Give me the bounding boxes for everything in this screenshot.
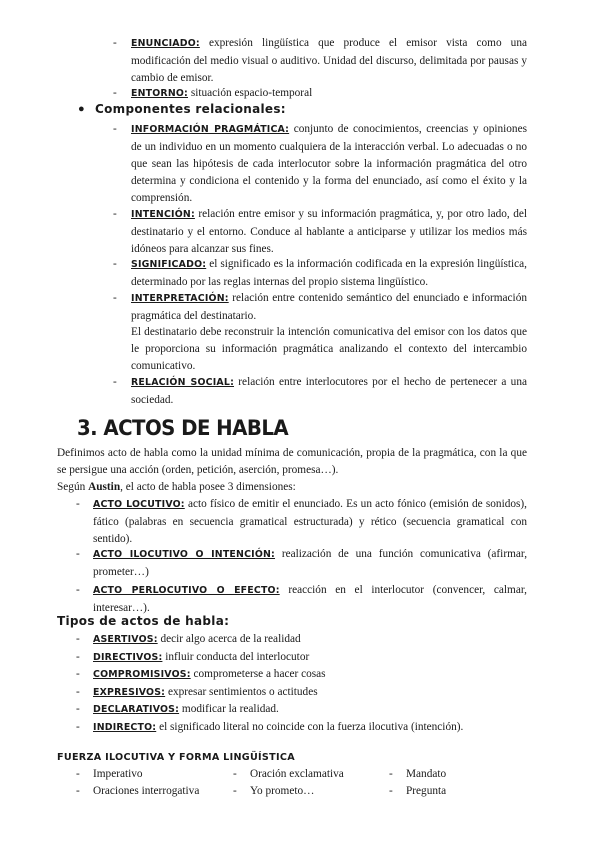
tipo-directivos bbox=[93, 649, 309, 667]
dash-marker: - bbox=[76, 768, 80, 780]
term-label: ACTO PERLOCUTIVO O EFECTO: bbox=[93, 585, 280, 596]
term-definition: situación espacio-temporal bbox=[190, 87, 313, 99]
austin-post: , el acto de habla posee 3 dimensiones: bbox=[120, 481, 296, 493]
term-definition: relación entre contenido semántico del enunciado e información pragmática del destinatario. bbox=[131, 292, 527, 322]
term-label: ENTORNO: bbox=[131, 88, 188, 99]
enunciado-entry bbox=[131, 35, 527, 87]
section-title: 3. ACTOS DE HABLA bbox=[77, 416, 289, 440]
term-label: ENUNCIADO: bbox=[131, 38, 200, 49]
term-label: SIGNIFICADO: bbox=[131, 259, 207, 270]
dash-marker: - bbox=[76, 785, 80, 797]
term-label: ACTO ILOCUTIVO O INTENCIÓN: bbox=[93, 549, 276, 560]
informacion-pragmatica-entry bbox=[131, 121, 527, 207]
term-definition: expresión lingüística que produce el emisor vista como una modificación del medio visual o auditivo. Unidad del discurso, delimitada por pausas y cambio de emisor. bbox=[131, 37, 527, 84]
dash-marker: - bbox=[113, 292, 117, 304]
term-definition: reacción en el interlocutor (convencer, calmar, interesar…). bbox=[93, 584, 527, 614]
tipo-declarativos bbox=[93, 701, 279, 719]
term-label: ASERTIVOS: bbox=[93, 634, 158, 645]
fuerza-item: Yo prometo… bbox=[250, 785, 315, 797]
tipo-indirecto bbox=[93, 719, 463, 737]
dash-marker: - bbox=[76, 584, 80, 596]
tipo-expresivos bbox=[93, 684, 318, 702]
section-intro: Definimos acto de habla como la unidad mínima de comunicación, propia de la pragmática, con la que se persigue una acción (orden, petición, aserción, promesa…). bbox=[57, 447, 527, 476]
dash-marker: - bbox=[113, 123, 117, 135]
austin-line bbox=[57, 479, 296, 496]
term-definition: influir conducta del interlocutor bbox=[165, 651, 310, 663]
dash-marker: - bbox=[76, 703, 80, 715]
tipos-heading: Tipos de actos de habla: bbox=[57, 614, 230, 628]
dash-marker: - bbox=[76, 651, 80, 663]
relacion-social-entry bbox=[131, 374, 527, 409]
dash-marker: - bbox=[113, 376, 117, 388]
interpretacion-entry bbox=[131, 290, 527, 325]
dash-marker: - bbox=[233, 785, 237, 797]
dash-marker: - bbox=[76, 721, 80, 733]
fuerza-heading: FUERZA ILOCUTIVA Y FORMA LINGÜÍSTICA bbox=[57, 752, 295, 763]
acto-perlocutivo-entry bbox=[93, 582, 527, 617]
term-definition: decir algo acerca de la realidad bbox=[160, 633, 301, 645]
term-definition: el significado literal no coincide con la fuerza ilocutiva (intención). bbox=[159, 721, 464, 733]
dash-marker: - bbox=[76, 633, 80, 645]
term-label: COMPROMISIVOS: bbox=[93, 669, 191, 680]
fuerza-item: Pregunta bbox=[406, 785, 447, 797]
dash-marker: - bbox=[113, 258, 117, 270]
term-label: EXPRESIVOS: bbox=[93, 687, 166, 698]
term-label: DECLARATIVOS: bbox=[93, 704, 180, 715]
term-definition: relación entre interlocutores por el hecho de pertenecer a una sociedad. bbox=[131, 376, 527, 406]
componentes-heading: Componentes relacionales: bbox=[95, 102, 286, 116]
fuerza-item: Oraciones interrogativa bbox=[93, 785, 200, 797]
term-definition: acto físico de emitir el enunciado. Es un acto fónico (emisión de sonidos), fático (palabras en secuencia gramatical estructurada) y rético (secuencia gramatical con sentido). bbox=[93, 498, 527, 545]
dash-marker: - bbox=[113, 37, 117, 49]
dash-marker: - bbox=[76, 686, 80, 698]
tipo-asertivos bbox=[93, 631, 301, 649]
term-label: RELACIÓN SOCIAL: bbox=[131, 377, 235, 388]
term-definition: el significado es la información codificada en la expresión lingüística, determinado por las reglas internas del propio sistema lingüístico. bbox=[131, 258, 528, 288]
tipo-compromisivos bbox=[93, 666, 326, 684]
acto-locutivo-entry bbox=[93, 496, 527, 548]
term-label: ACTO LOCUTIVO: bbox=[93, 499, 185, 510]
term-label: INTENCIÓN: bbox=[131, 209, 195, 220]
term-label: DIRECTIVOS: bbox=[93, 652, 163, 663]
austin-pre: Según bbox=[57, 481, 89, 493]
term-label: INDIRECTO: bbox=[93, 722, 157, 733]
dash-marker: - bbox=[389, 785, 393, 797]
term-label: INFORMACIÓN PRAGMÁTICA: bbox=[131, 124, 290, 135]
austin-name: Austin bbox=[88, 481, 121, 493]
dash-marker: - bbox=[76, 498, 80, 510]
fuerza-item: Oración exclamativa bbox=[250, 768, 344, 780]
term-definition: modificar la realidad. bbox=[181, 703, 279, 715]
dash-marker: - bbox=[113, 87, 117, 99]
term-definition: expresar sentimientos o actitudes bbox=[167, 686, 318, 698]
acto-ilocutivo-entry bbox=[93, 546, 527, 581]
interpretacion-extra: El destinatario debe reconstruir la intención comunicativa del emisor con los datos que le proporciona su información pragmática analizando el contexto del intercambio comunicativo. bbox=[131, 326, 527, 372]
term-definition: comprometerse a hacer cosas bbox=[193, 668, 326, 680]
fuerza-item: Mandato bbox=[406, 768, 447, 780]
dash-marker: - bbox=[76, 548, 80, 560]
dash-marker: - bbox=[233, 768, 237, 780]
term-definition: relación entre emisor y su información pragmática, y, por otro lado, del destinatario y el entorno. Conduce al hablante a anticiparse y utilizar los medios más idóneos para alcanzar sus fines. bbox=[131, 208, 527, 255]
term-definition: realización de una función comunicativa (afirmar, prometer…) bbox=[93, 548, 528, 578]
entorno-entry bbox=[131, 85, 527, 103]
dash-marker: - bbox=[389, 768, 393, 780]
dash-marker: - bbox=[113, 208, 117, 220]
significado-entry bbox=[131, 256, 527, 291]
fuerza-item: Imperativo bbox=[93, 768, 143, 780]
term-label: INTERPRETACIÓN: bbox=[131, 293, 229, 304]
term-definition: conjunto de conocimientos, creencias y opiniones de un individuo en un momento cualquiera de la interacción verbal. Lo adecuadas o no que sean las hipótesis de cada interlocutor sobre la información pragmática del otro determina y condiciona el contenido y la forma del enunciado, así como el éxito y la comprensión. bbox=[131, 123, 527, 204]
dash-marker: - bbox=[76, 668, 80, 680]
bullet-dot-icon: ● bbox=[78, 103, 85, 115]
intencion-entry bbox=[131, 206, 527, 258]
